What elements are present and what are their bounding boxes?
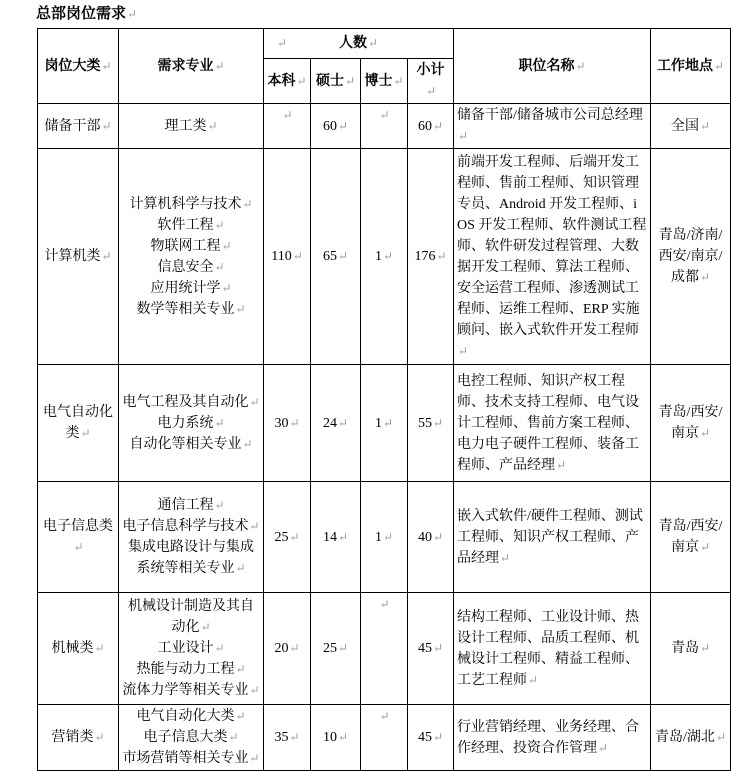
pilcrow-mark: ↵: [80, 426, 91, 440]
pilcrow-mark: ↵: [73, 540, 84, 554]
pilcrow-mark: ↵: [289, 641, 300, 655]
bachelor-count-cell: 25↵: [264, 482, 311, 593]
pilcrow-mark: ↵: [221, 280, 232, 295]
column-header-people-count: [264, 29, 454, 59]
pilcrow-mark: ↵: [221, 238, 232, 253]
location-cell: 青岛/西安/南京↵: [651, 482, 731, 593]
column-header-label: 人数: [338, 36, 367, 51]
pilcrow-mark: ↵: [425, 84, 437, 98]
doctor-count-cell: [361, 104, 408, 149]
column-header-bachelor: [264, 59, 311, 104]
major-line: 通信工程↵: [157, 498, 225, 513]
major-line: 电气工程及其自动化↵: [122, 394, 260, 410]
majors-cell: [119, 482, 264, 593]
major-line: 应用统计学↵: [150, 280, 232, 296]
location-cell: 全国↵: [651, 104, 731, 149]
header-row-top: [38, 29, 731, 59]
location-cell: 青岛/湖北↵: [651, 705, 731, 771]
majors-cell: [119, 593, 264, 705]
column-header-label: 博士: [364, 73, 393, 89]
pilcrow-mark: ↵: [432, 730, 444, 744]
pilcrow-mark: ↵: [382, 415, 394, 430]
pilcrow-mark: ↵: [699, 426, 711, 440]
column-header-label: 职位名称: [518, 58, 575, 74]
majors-cell: [119, 365, 264, 482]
pilcrow-mark: ↵: [235, 709, 246, 723]
major-line: 信息安全↵: [157, 259, 225, 275]
category-cell: 计算机类↵: [38, 149, 119, 365]
major-line: 电力系统↵: [157, 415, 225, 431]
pilcrow-mark: ↵: [101, 58, 112, 73]
major-line: 机械设计制造及其自动化↵: [128, 599, 254, 635]
major-line: 集成电路设计与集成系统等相关专业↵: [128, 540, 254, 576]
pilcrow-mark: ↵: [715, 730, 726, 744]
pilcrow-mark: ↵: [337, 641, 349, 655]
pilcrow-mark: ↵: [94, 730, 105, 744]
majors-cell: [119, 104, 264, 149]
master-count-cell: 60↵: [311, 104, 361, 149]
pilcrow-mark: ↵: [242, 436, 253, 451]
location-cell: 青岛↵: [651, 593, 731, 705]
major-line: 计算机科学与技术↵: [129, 196, 253, 212]
location-cell: 青岛/西安/南京↵: [651, 365, 731, 482]
pilcrow-mark: ↵: [556, 457, 567, 472]
column-header-doctor: [361, 59, 408, 104]
page-title-text: 总部岗位需求: [36, 6, 127, 22]
majors-cell: [119, 149, 264, 365]
table-row: [38, 149, 731, 365]
pilcrow-mark: ↵: [458, 343, 469, 358]
pilcrow-mark: ↵: [382, 249, 394, 263]
table-header: [38, 29, 731, 104]
pilcrow-mark: ↵: [289, 415, 300, 430]
pilcrow-mark: ↵: [458, 129, 469, 143]
pilcrow-mark: ↵: [379, 597, 390, 611]
column-header-major: [119, 29, 264, 104]
column-header-master: [311, 59, 361, 104]
pilcrow-mark: ↵: [432, 415, 444, 430]
pilcrow-mark: ↵: [699, 270, 711, 284]
position-cell: 储备干部/储备城市公司总经理↵: [454, 104, 651, 149]
doctor-count-cell: [361, 705, 408, 771]
column-header-label: 硕士: [315, 73, 344, 89]
table-row: [38, 482, 731, 593]
major-line: 数学等相关专业↵: [136, 301, 246, 317]
pilcrow-mark: ↵: [432, 641, 444, 655]
category-cell: 电气自动化类↵: [38, 365, 119, 482]
pilcrow-mark: ↵: [337, 730, 349, 744]
pilcrow-mark: ↵: [289, 529, 300, 544]
pilcrow-mark: ↵: [94, 641, 105, 655]
major-line: 流体力学等相关专业↵: [122, 683, 260, 698]
pilcrow-mark: ↵: [292, 249, 303, 263]
pilcrow-mark: ↵: [249, 519, 260, 533]
bachelor-count-cell: 110↵: [264, 149, 311, 365]
doctor-count-cell: 1↵: [361, 482, 408, 593]
pilcrow-mark: ↵: [367, 36, 379, 50]
pilcrow-mark: ↵: [699, 118, 711, 133]
pilcrow-mark: ↵: [337, 529, 349, 544]
majors-cell: [119, 705, 264, 771]
column-header-location: [651, 29, 731, 104]
table-row: [38, 705, 731, 771]
master-count-cell: 24↵: [311, 365, 361, 482]
position-cell: 行业营销经理、业务经理、合作经理、投资合作管理↵: [454, 705, 651, 771]
major-line: 电子信息科学与技术↵: [122, 519, 260, 534]
table-body: [38, 104, 731, 771]
major-line: 工业设计↵: [157, 641, 225, 656]
position-cell: 电控工程师、知识产权工程师、技术支持工程师、电气设计工程师、售前方案工程师、电力电子硬件工程师、装备工程师、产品经理↵: [454, 365, 651, 482]
pilcrow-mark: ↵: [436, 249, 447, 263]
doctor-count-cell: 1↵: [361, 365, 408, 482]
pilcrow-mark: ↵: [432, 529, 444, 544]
column-header-subtotal: [408, 59, 454, 104]
pilcrow-mark: ↵: [214, 415, 225, 430]
column-header-label: 工作地点: [656, 58, 713, 74]
location-cell: 青岛/济南/西安/南京/成都↵: [651, 149, 731, 365]
pilcrow-mark: ↵: [277, 36, 288, 50]
doctor-count-cell: 1↵: [361, 149, 408, 365]
pilcrow-mark: ↵: [242, 196, 253, 211]
pilcrow-mark: ↵: [214, 58, 225, 73]
pilcrow-mark: ↵: [337, 415, 349, 430]
subtotal-count-cell: 60↵: [408, 104, 454, 149]
pilcrow-mark: ↵: [337, 118, 349, 133]
major-line: 市场营销等相关专业↵: [122, 751, 260, 766]
pilcrow-mark: ↵: [393, 73, 404, 88]
column-header-label: 小计: [416, 63, 445, 78]
column-header-position: [454, 29, 651, 104]
subtotal-count-cell: 176↵: [408, 149, 454, 365]
master-count-cell: 10↵: [311, 705, 361, 771]
pilcrow-mark: ↵: [207, 118, 218, 133]
major-line: 电子信息大类↵: [143, 730, 239, 745]
pilcrow-mark: ↵: [500, 550, 511, 565]
pilcrow-mark: ↵: [379, 709, 390, 723]
major-line: 自动化等相关专业↵: [129, 436, 253, 452]
pilcrow-mark: ↵: [337, 249, 349, 263]
pilcrow-mark: ↵: [127, 7, 138, 21]
pilcrow-mark: ↵: [598, 740, 609, 755]
pilcrow-mark: ↵: [214, 641, 225, 655]
pilcrow-mark: ↵: [699, 540, 711, 554]
pilcrow-mark: ↵: [249, 683, 260, 697]
column-header-category: [38, 29, 119, 104]
category-cell: 机械类↵: [38, 593, 119, 705]
pilcrow-mark: ↵: [101, 249, 112, 263]
table-row: [38, 365, 731, 482]
position-cell: 结构工程师、工业设计师、热设计工程师、品质工程师、机械设计工程师、精益工程师、工艺工程师↵: [454, 593, 651, 705]
pilcrow-mark: ↵: [228, 730, 239, 744]
table-row: [38, 104, 731, 149]
master-count-cell: 14↵: [311, 482, 361, 593]
page-title: [36, 5, 731, 23]
major-line: 理工类↵: [164, 118, 218, 134]
bachelor-count-cell: 35↵: [264, 705, 311, 771]
subtotal-count-cell: 45↵: [408, 705, 454, 771]
major-line: 电气自动化大类↵: [136, 709, 246, 724]
table-row: [38, 593, 731, 705]
pilcrow-mark: ↵: [249, 751, 260, 765]
pilcrow-mark: ↵: [235, 662, 246, 676]
pilcrow-mark: ↵: [214, 498, 225, 512]
pilcrow-mark: ↵: [699, 641, 711, 655]
pilcrow-mark: ↵: [249, 394, 260, 409]
pilcrow-mark: ↵: [214, 217, 225, 232]
master-count-cell: 25↵: [311, 593, 361, 705]
bachelor-count-cell: 30↵: [264, 365, 311, 482]
pilcrow-mark: ↵: [344, 73, 356, 88]
pilcrow-mark: ↵: [235, 301, 246, 316]
pilcrow-mark: ↵: [432, 118, 444, 133]
position-cell: 前端开发工程师、后端开发工程师、售前工程师、知识管理专员、Android 开发工程师、iOS 开发工程师、软件测试工程师、软件研发过程管理、大数据开发工程师、算法工程师、安全运营工程师、渗透测试工程师、运维工程师、ERP 实施顾问、嵌入式软件开发工程师↵: [454, 149, 651, 365]
major-line: 物联网工程↵: [150, 238, 232, 254]
pilcrow-mark: ↵: [575, 58, 586, 73]
position-cell: 嵌入式软件/硬件工程师、测试工程师、知识产权工程师、产品经理↵: [454, 482, 651, 593]
pilcrow-mark: ↵: [382, 529, 394, 544]
pilcrow-mark: ↵: [289, 730, 300, 744]
master-count-cell: 65↵: [311, 149, 361, 365]
pilcrow-mark: ↵: [296, 73, 307, 88]
subtotal-count-cell: 40↵: [408, 482, 454, 593]
pilcrow-mark: ↵: [379, 108, 390, 122]
job-requirements-table: [37, 28, 731, 771]
bachelor-count-cell: 20↵: [264, 593, 311, 705]
pilcrow-mark: ↵: [282, 108, 293, 122]
pilcrow-mark: ↵: [214, 259, 225, 274]
doctor-count-cell: [361, 593, 408, 705]
pilcrow-mark: ↵: [528, 672, 539, 687]
column-header-label: 需求专业: [157, 58, 214, 74]
subtotal-count-cell: 45↵: [408, 593, 454, 705]
pilcrow-mark: ↵: [200, 620, 211, 634]
column-header-label: 岗位大类: [44, 58, 101, 74]
pilcrow-mark: ↵: [101, 118, 112, 133]
category-cell: 储备干部↵: [38, 104, 119, 149]
subtotal-count-cell: 55↵: [408, 365, 454, 482]
category-cell: 营销类↵: [38, 705, 119, 771]
major-line: 热能与动力工程↵: [136, 662, 246, 677]
category-cell: 电子信息类↵: [38, 482, 119, 593]
pilcrow-mark: ↵: [713, 58, 725, 73]
pilcrow-mark: ↵: [235, 561, 246, 575]
bachelor-count-cell: [264, 104, 311, 149]
major-line: 软件工程↵: [157, 217, 225, 233]
column-header-label: 本科: [267, 73, 296, 89]
